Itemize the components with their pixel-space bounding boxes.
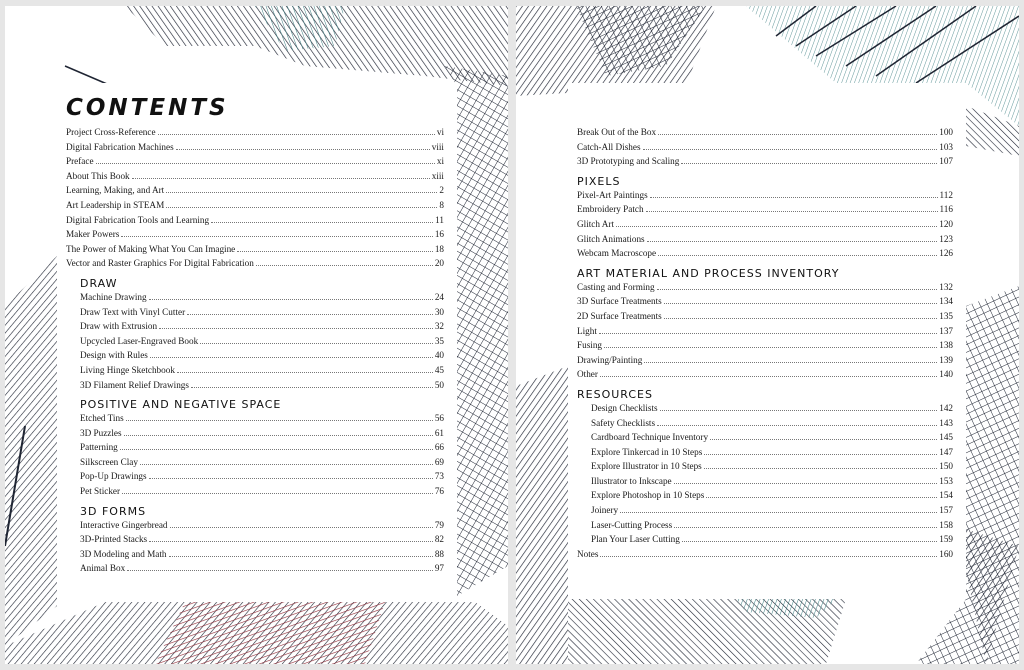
dot-leader (237, 251, 433, 252)
toc-page-number: 137 (939, 325, 953, 336)
dot-leader (604, 347, 937, 348)
toc-entry-title: Plan Your Laser Cutting (591, 534, 680, 545)
toc-list-right (577, 127, 953, 563)
toc-entry (66, 292, 444, 307)
toc-entry-title: Cardboard Technique Inventory (591, 432, 709, 443)
dot-leader (657, 425, 937, 426)
toc-page-number: 134 (939, 296, 953, 307)
toc-page-number: 126 (939, 248, 953, 259)
toc-entry (577, 142, 953, 157)
dot-leader (166, 207, 437, 208)
toc-entry-title: Maker Powers (66, 229, 120, 240)
dot-leader (124, 435, 433, 436)
dot-leader (126, 420, 433, 421)
toc-entry (66, 171, 444, 186)
toc-entry-title: Casting and Forming (577, 281, 655, 292)
right-page (516, 6, 1019, 664)
dot-leader (176, 149, 430, 150)
toc-entry (577, 432, 953, 447)
toc-entry-title: Design Checklists (591, 402, 658, 413)
toc-page-number: 153 (939, 475, 953, 486)
toc-entry (577, 340, 953, 355)
toc-page-number: 97 (434, 563, 444, 574)
toc-entry-title: Digital Fabrication Tools and Learning (66, 214, 210, 225)
toc-entry (577, 234, 953, 249)
toc-entry (577, 505, 953, 520)
dot-leader (150, 357, 433, 358)
toc-entry (66, 142, 444, 157)
toc-page-number: 142 (939, 402, 953, 413)
dot-leader (599, 333, 937, 334)
toc-page-number: 79 (434, 519, 444, 530)
dot-leader (149, 299, 433, 300)
toc-page-number: 139 (939, 354, 953, 365)
toc-entry-title: Webcam Macroscope (577, 248, 657, 259)
dot-leader (177, 372, 433, 373)
toc-entry (577, 190, 953, 205)
toc-entry-title: Vector and Raster Graphics For Digital Fabrication (66, 258, 254, 269)
toc-entry (66, 307, 444, 322)
toc-page-number: 61 (434, 427, 444, 438)
dot-leader (650, 197, 938, 198)
dot-leader (658, 255, 937, 256)
toc-entry (66, 321, 444, 336)
toc-page-number: 69 (434, 456, 444, 467)
toc-entry (577, 461, 953, 476)
toc-page-number: 82 (434, 534, 444, 545)
toc-page-number: 140 (939, 369, 953, 380)
section-heading: POSITIVE AND NEGATIVE SPACE (80, 398, 282, 412)
toc-entry (577, 311, 953, 326)
toc-entry (66, 428, 444, 443)
toc-entry (66, 258, 444, 273)
toc-page-number: 30 (434, 306, 444, 317)
toc-page-number: 158 (939, 519, 953, 530)
toc-entry-title: 3D Prototyping and Scaling (577, 156, 680, 167)
toc-page-number: 24 (434, 291, 444, 302)
toc-entry (66, 229, 444, 244)
toc-entry-title: Draw Text with Vinyl Cutter (80, 306, 186, 317)
toc-entry (577, 490, 953, 505)
toc-page-number: 116 (939, 204, 953, 215)
toc-entry-title: 3D Modeling and Math (80, 548, 167, 559)
dot-leader (620, 512, 937, 513)
toc-entry (577, 520, 953, 535)
toc-entry (577, 534, 953, 549)
toc-page-number: 150 (939, 461, 953, 472)
toc-entry (577, 204, 953, 219)
toc-entry (66, 457, 444, 472)
toc-page-number: 16 (434, 229, 444, 240)
toc-entry (66, 185, 444, 200)
toc-entry (577, 296, 953, 311)
toc-entry-title: 2D Surface Treatments (577, 310, 662, 321)
section-heading: RESOURCES (577, 387, 653, 401)
section-heading: DRAW (80, 276, 118, 290)
toc-page-number: 132 (939, 281, 953, 292)
left-page (5, 6, 508, 664)
dot-leader (643, 149, 938, 150)
toc-entry (66, 563, 444, 578)
dot-leader (706, 497, 937, 498)
toc-entry-title: Pet Sticker (80, 486, 121, 497)
toc-page-number: 8 (439, 199, 444, 210)
toc-entry (577, 156, 953, 171)
dot-leader (122, 493, 433, 494)
toc-page-number: 120 (939, 218, 953, 229)
toc-entry (577, 447, 953, 462)
toc-entry-title: Safety Checklists (591, 417, 656, 428)
toc-entry-title: 3D Surface Treatments (577, 296, 662, 307)
toc-entry-title: Etched Tins (80, 413, 124, 424)
dot-leader (149, 478, 433, 479)
toc-page-number: 32 (434, 321, 444, 332)
toc-entry-title: Art Leadership in STEAM (66, 199, 165, 210)
toc-entry (577, 282, 953, 297)
section-heading: PIXELS (577, 174, 621, 188)
dot-leader (647, 241, 938, 242)
toc-page-number: 35 (434, 335, 444, 346)
dot-leader (96, 163, 435, 164)
toc-entry-title: 3D-Printed Stacks (80, 534, 148, 545)
toc-page-number: 160 (939, 548, 953, 559)
dot-leader (120, 449, 433, 450)
toc-page-number: 66 (434, 442, 444, 453)
dot-leader (140, 464, 433, 465)
toc-entry (577, 369, 953, 384)
dot-leader (674, 527, 937, 528)
toc-entry (66, 534, 444, 549)
toc-entry (577, 355, 953, 370)
toc-entry-title: Other (577, 369, 598, 380)
toc-page-number: 76 (434, 486, 444, 497)
dot-leader (682, 541, 937, 542)
toc-entry (66, 520, 444, 535)
contents-panel-left (57, 83, 457, 602)
toc-entry (577, 326, 953, 341)
contents-title: CONTENTS (66, 95, 229, 121)
toc-entry-title: Digital Fabrication Machines (66, 141, 174, 152)
toc-entry-title: Glitch Art (577, 218, 615, 229)
dot-leader (646, 211, 938, 212)
toc-entry (66, 244, 444, 259)
toc-entry (66, 549, 444, 564)
dot-leader (710, 439, 937, 440)
toc-entry-title: Living Hinge Sketchbook (80, 364, 175, 375)
dot-leader (644, 362, 937, 363)
dot-leader (704, 454, 937, 455)
section-heading: 3D FORMS (80, 504, 147, 518)
toc-page-number: vi (436, 127, 444, 137)
dot-leader (170, 527, 433, 528)
dot-leader (127, 570, 433, 571)
toc-entry (66, 200, 444, 215)
toc-page-number: 45 (434, 364, 444, 375)
toc-entry (577, 549, 953, 564)
toc-entry-title: Silkscreen Clay (80, 456, 138, 467)
dot-leader (200, 343, 433, 344)
dot-leader (657, 289, 938, 290)
toc-page-number: 73 (434, 471, 444, 482)
toc-entry-title: Glitch Animations (577, 233, 645, 244)
toc-entry (66, 471, 444, 486)
section-heading: ART MATERIAL AND PROCESS INVENTORY (577, 266, 840, 280)
dot-leader (600, 376, 937, 377)
toc-entry (66, 365, 444, 380)
toc-entry-title: Learning, Making, and Art (66, 185, 165, 196)
toc-page-number: 138 (939, 340, 953, 351)
dot-leader (660, 410, 938, 411)
toc-entry-title: Animal Box (80, 563, 126, 574)
toc-entry (66, 156, 444, 171)
dot-leader (256, 265, 433, 266)
toc-entry-title: Embroidery Patch (577, 204, 644, 215)
toc-entry-title: Laser-Cutting Process (591, 519, 673, 530)
toc-page-number: 50 (434, 379, 444, 390)
toc-entry-title: 3D Filament Relief Drawings (80, 379, 189, 390)
dot-leader (166, 192, 437, 193)
toc-entry-title: Design with Rules (80, 350, 148, 361)
toc-list-left (66, 127, 444, 578)
toc-entry-title: 3D Puzzles (80, 427, 122, 438)
toc-entry (66, 127, 444, 142)
toc-page-number: 40 (434, 350, 444, 361)
toc-entry (577, 127, 953, 142)
toc-entry (66, 413, 444, 428)
toc-entry (66, 486, 444, 501)
toc-entry-title: Illustrator to Inkscape (591, 475, 672, 486)
toc-page-number: 123 (939, 233, 953, 244)
toc-entry-title: Pop-Up Drawings (80, 471, 147, 482)
toc-entry (66, 380, 444, 395)
toc-page-number: 147 (939, 446, 953, 457)
toc-entry-title: The Power of Making What You Can Imagine (66, 243, 236, 254)
toc-entry-title: Project Cross-Reference (66, 127, 156, 137)
toc-page-number: viii (431, 141, 444, 152)
toc-page-number: 103 (939, 141, 953, 152)
toc-entry (66, 350, 444, 365)
toc-page-number: 107 (939, 156, 953, 167)
toc-entry (66, 215, 444, 230)
toc-page-number: 112 (939, 189, 953, 200)
dot-leader (159, 328, 433, 329)
dot-leader (600, 556, 937, 557)
toc-page-number: 143 (939, 417, 953, 428)
toc-entry-title: Upcycled Laser-Engraved Book (80, 335, 199, 346)
toc-entry (577, 476, 953, 491)
toc-entry-title: Explore Photoshop in 10 Steps (591, 490, 705, 501)
toc-entry (577, 418, 953, 433)
dot-leader (169, 556, 433, 557)
toc-page-number: 100 (939, 127, 953, 137)
toc-page-number: 159 (939, 534, 953, 545)
dot-leader (158, 134, 435, 135)
dot-leader (704, 468, 937, 469)
toc-page-number: 56 (434, 413, 444, 424)
toc-page-number: xi (436, 156, 444, 167)
toc-entry (577, 219, 953, 234)
dot-leader (681, 163, 937, 164)
toc-page-number: 157 (939, 505, 953, 516)
dot-leader (211, 222, 433, 223)
toc-entry-title: Light (577, 325, 597, 336)
toc-page-number: 18 (434, 243, 444, 254)
toc-entry (66, 442, 444, 457)
dot-leader (187, 314, 433, 315)
dot-leader (664, 318, 938, 319)
toc-entry-title: Explore Tinkercad in 10 Steps (591, 446, 703, 457)
toc-entry-title: Break Out of the Box (577, 127, 657, 137)
toc-entry-title: Explore Illustrator in 10 Steps (591, 461, 702, 472)
toc-entry-title: Interactive Gingerbread (80, 519, 168, 530)
dot-leader (132, 178, 430, 179)
toc-entry-title: Catch-All Dishes (577, 141, 641, 152)
toc-entry-title: Fusing (577, 340, 603, 351)
toc-page-number: 154 (939, 490, 953, 501)
toc-entry-title: About This Book (66, 170, 130, 181)
toc-entry-title: Patterning (80, 442, 118, 453)
toc-page-number: 88 (434, 548, 444, 559)
toc-entry (577, 248, 953, 263)
dot-leader (121, 236, 432, 237)
dot-leader (658, 134, 937, 135)
toc-page-number: 20 (434, 258, 444, 269)
toc-entry-title: Draw with Extrusion (80, 321, 158, 332)
toc-page-number: 2 (439, 185, 444, 196)
toc-entry (577, 403, 953, 418)
contents-panel-right (568, 83, 966, 599)
toc-entry-title: Joinery (591, 505, 619, 516)
toc-entry (66, 336, 444, 351)
dot-leader (149, 541, 433, 542)
toc-entry-title: Preface (66, 156, 94, 167)
toc-page-number: 11 (435, 214, 444, 225)
dot-leader (664, 303, 938, 304)
toc-page-number: 135 (939, 310, 953, 321)
toc-page-number: 145 (939, 432, 953, 443)
toc-entry-title: Pixel-Art Paintings (577, 189, 648, 200)
dot-leader (616, 226, 937, 227)
toc-entry-title: Notes (577, 548, 599, 559)
dot-leader (191, 387, 433, 388)
toc-entry-title: Machine Drawing (80, 291, 147, 302)
dot-leader (674, 483, 938, 484)
toc-entry-title: Drawing/Painting (577, 354, 643, 365)
toc-page-number: xiii (431, 170, 444, 181)
